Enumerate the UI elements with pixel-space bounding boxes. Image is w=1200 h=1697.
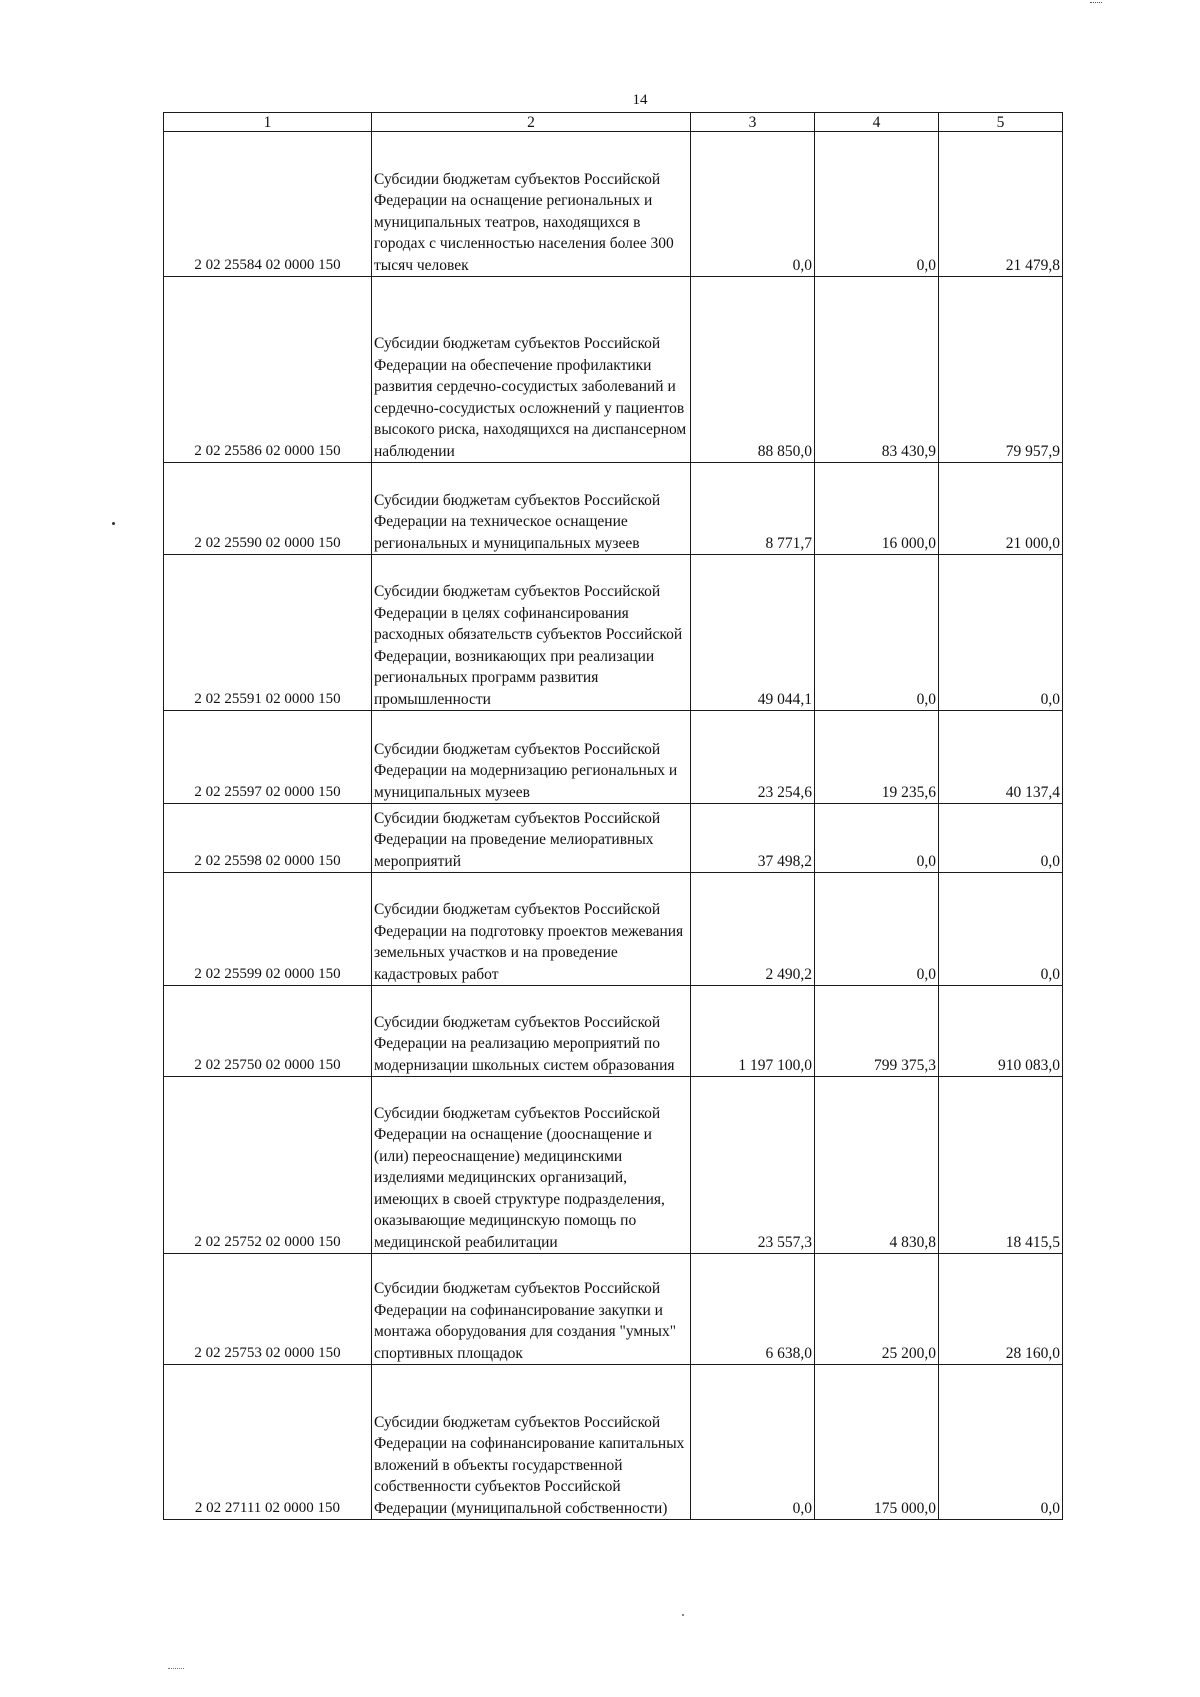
amount-col5: 0,0: [939, 873, 1063, 986]
table-row: [164, 1077, 1063, 1254]
amount-col3: 0,0: [691, 1365, 815, 1520]
amount-col4: 16 000,0: [815, 463, 939, 555]
scan-dot-bottom: [682, 1614, 684, 1616]
column-header-5: 5: [939, 113, 1063, 132]
scan-dot-left-margin: [112, 522, 115, 525]
amount-col4: 0,0: [815, 873, 939, 986]
amount-col3: 49 044,1: [691, 555, 815, 711]
amount-col4: 4 830,8: [815, 1077, 939, 1254]
subsidy-description: Субсидии бюджетам субъектов Российской Федерации на софинансирование капитальных вложений в объекты государственной собственности субъектов Российской Федерации (муниципальной собственности): [372, 1365, 691, 1520]
table-row: [164, 804, 1063, 873]
budget-code: 2 02 25597 02 0000 150: [164, 711, 372, 804]
budget-code: 2 02 25599 02 0000 150: [164, 873, 372, 986]
amount-col4: 0,0: [815, 555, 939, 711]
amount-col4: 175 000,0: [815, 1365, 939, 1520]
amount-col5: 21 479,8: [939, 132, 1063, 277]
amount-col3: 0,0: [691, 132, 815, 277]
amount-col5: 40 137,4: [939, 711, 1063, 804]
table-row: [164, 1365, 1063, 1520]
table-header-row: [164, 113, 1063, 132]
table-row: [164, 1254, 1063, 1365]
amount-col5: 21 000,0: [939, 463, 1063, 555]
subsidy-description: Субсидии бюджетам субъектов Российской Федерации на обеспечение профилактики развития сердечно-сосудистых заболеваний и сердечно-сосудистых осложнений у пациентов высокого риска, находящихся на диспансерном наблюдении: [372, 277, 691, 463]
table-row: [164, 986, 1063, 1077]
table-row: [164, 711, 1063, 804]
column-header-3: 3: [691, 113, 815, 132]
budget-code: 2 02 25590 02 0000 150: [164, 463, 372, 555]
budget-code: 2 02 25591 02 0000 150: [164, 555, 372, 711]
table-row: [164, 555, 1063, 711]
subsidy-description: Субсидии бюджетам субъектов Российской Федерации на подготовку проектов межевания земельных участков и на проведение кадастровых работ: [372, 873, 691, 986]
amount-col3: 6 638,0: [691, 1254, 815, 1365]
budget-code: 2 02 25598 02 0000 150: [164, 804, 372, 873]
budget-code: 2 02 25750 02 0000 150: [164, 986, 372, 1077]
table-row: [164, 463, 1063, 555]
amount-col3: 1 197 100,0: [691, 986, 815, 1077]
amount-col4: 19 235,6: [815, 711, 939, 804]
amount-col4: 0,0: [815, 804, 939, 873]
amount-col3: 8 771,7: [691, 463, 815, 555]
amount-col5: 79 957,9: [939, 277, 1063, 463]
amount-col3: 88 850,0: [691, 277, 815, 463]
table-row: [164, 132, 1063, 277]
amount-col3: 37 498,2: [691, 804, 815, 873]
amount-col3: 23 254,6: [691, 711, 815, 804]
subsidy-description: Субсидии бюджетам субъектов Российской Федерации на оснащение региональных и муниципальных театров, находящихся в городах с численностью населения более 300 тысяч человек: [372, 132, 691, 277]
amount-col4: 83 430,9: [815, 277, 939, 463]
column-header-4: 4: [815, 113, 939, 132]
amount-col3: 2 490,2: [691, 873, 815, 986]
amount-col5: 0,0: [939, 555, 1063, 711]
subsidy-description: Субсидии бюджетам субъектов Российской Федерации на техническое оснащение региональных и муниципальных музеев: [372, 463, 691, 555]
amount-col5: 910 083,0: [939, 986, 1063, 1077]
subsidy-description: Субсидии бюджетам субъектов Российской Федерации на софинансирование закупки и монтажа оборудования для создания "умных" спортивных площадок: [372, 1254, 691, 1365]
amount-col3: 23 557,3: [691, 1077, 815, 1254]
column-header-1: 1: [164, 113, 372, 132]
budget-code: 2 02 25753 02 0000 150: [164, 1254, 372, 1365]
subsidy-description: Субсидии бюджетам субъектов Российской Федерации в целях софинансирования расходных обязательств субъектов Российской Федерации, возникающих при реализации региональных программ развития промышленности: [372, 555, 691, 711]
subsidy-description: Субсидии бюджетам субъектов Российской Федерации на оснащение (дооснащение и (или) переоснащение) медицинскими изделиями медицинских организаций, имеющих в своей структуре подразделения, оказывающие медицинскую помощь по медицинской реабилитации: [372, 1077, 691, 1254]
amount-col5: 18 415,5: [939, 1077, 1063, 1254]
amount-col5: 0,0: [939, 804, 1063, 873]
budget-revenue-table: [163, 112, 1063, 1520]
amount-col5: 28 160,0: [939, 1254, 1063, 1365]
scan-mark-top-right: [1090, 2, 1102, 5]
subsidy-description: Субсидии бюджетам субъектов Российской Федерации на реализацию мероприятий по модернизации школьных систем образования: [372, 986, 691, 1077]
scan-mark-bottom-left: [168, 1668, 184, 1671]
budget-code: 2 02 25584 02 0000 150: [164, 132, 372, 277]
table-row: [164, 873, 1063, 986]
subsidy-description: Субсидии бюджетам субъектов Российской Федерации на модернизацию региональных и муниципальных музеев: [372, 711, 691, 804]
amount-col4: 0,0: [815, 132, 939, 277]
amount-col4: 25 200,0: [815, 1254, 939, 1365]
budget-code: 2 02 27111 02 0000 150: [164, 1365, 372, 1520]
amount-col5: 0,0: [939, 1365, 1063, 1520]
subsidy-description: Субсидии бюджетам субъектов Российской Федерации на проведение мелиоративных мероприятий: [372, 804, 691, 873]
table-row: [164, 277, 1063, 463]
column-header-2: 2: [372, 113, 691, 132]
budget-code: 2 02 25752 02 0000 150: [164, 1077, 372, 1254]
page-number: 14: [632, 92, 648, 108]
amount-col4: 799 375,3: [815, 986, 939, 1077]
budget-code: 2 02 25586 02 0000 150: [164, 277, 372, 463]
